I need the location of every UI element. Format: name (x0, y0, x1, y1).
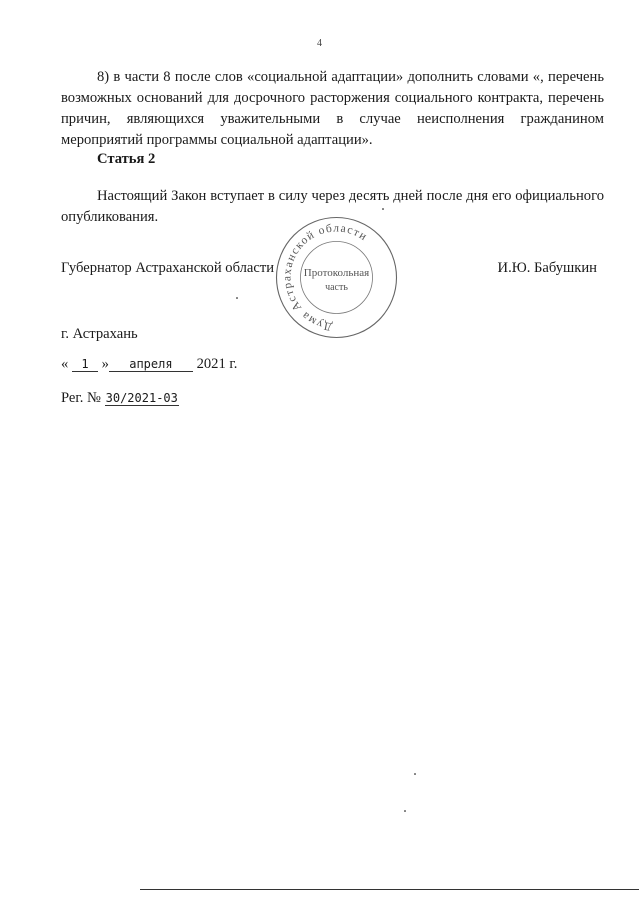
seal-center-line-2: часть (325, 282, 348, 293)
seal-center-line-1: Протокольная (303, 267, 370, 279)
date-close-quote: » (101, 356, 109, 372)
scan-speck (404, 810, 406, 812)
amendment-item-8 (61, 67, 604, 151)
registration-number: 30/2021-03 (105, 391, 178, 405)
date-month: апреля (109, 357, 193, 372)
registration-label: Рег. № (61, 390, 101, 406)
scan-speck (236, 297, 238, 299)
seal-ring-text: Дума Астраханской области (281, 222, 370, 333)
page-number: 4 (317, 38, 322, 49)
signatory-name: И.Ю. Бабушкин (497, 260, 597, 276)
registration-line (61, 390, 179, 407)
scan-speck (414, 773, 416, 775)
date-day: 1 (72, 357, 98, 372)
signing-date (61, 356, 237, 373)
scan-speck (382, 208, 384, 210)
footer-rule (140, 889, 639, 890)
place-of-signing: г. Астрахань (61, 326, 138, 342)
amendment-item-8-text: 8) в части 8 после слов «социальной адаптации» дополнить словами «, перечень возможных оснований для досрочного расторжения социального контракта, перечень причин, являющихся уважительными в случае неисполнения гражданином мероприятий программы социальной адаптации». (61, 69, 604, 148)
date-open-quote: « (61, 356, 69, 372)
article-2-text: Настоящий Закон вступает в силу через десять дней после дня его официального опубликования. (61, 188, 604, 225)
signatory-title: Губернатор Астраханской области (61, 260, 275, 276)
article-heading: Статья 2 (97, 151, 156, 167)
official-stamp-seal (274, 215, 399, 340)
date-year: 2021 г. (196, 356, 238, 372)
